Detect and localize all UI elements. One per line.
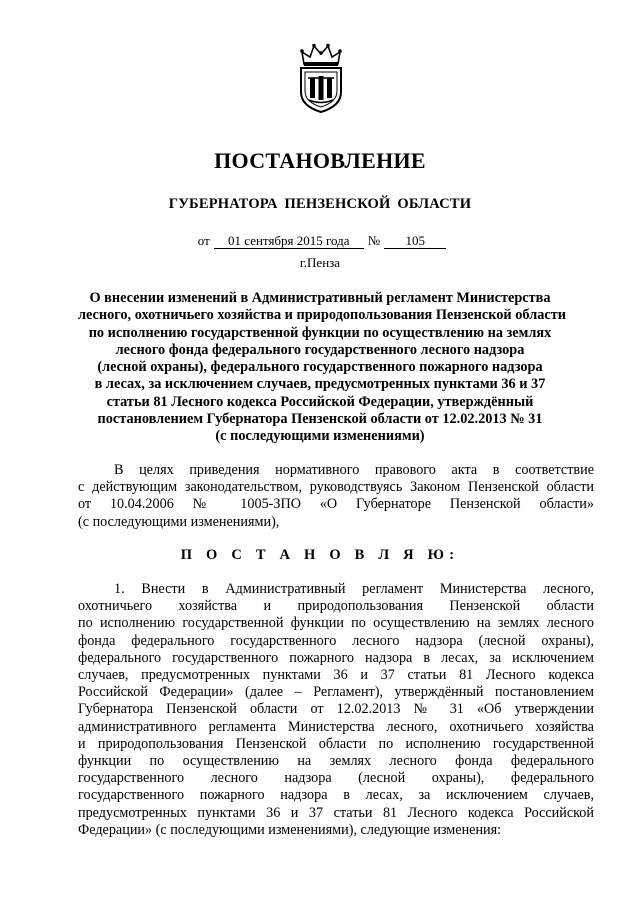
- date-number-line: [0, 233, 640, 249]
- item-line: и природопользования Пензенской области по исполнению государственной: [78, 735, 594, 752]
- preamble-line: от 10.04.2006 № 1005-ЗПО «О Губернаторе Пензенской области»: [78, 496, 594, 513]
- title-line: О внесении изменений в Административный регламент Министерства: [89, 290, 551, 306]
- preamble-line: (с последующими изменениями),: [78, 513, 280, 530]
- item-line: административного регламента Министерства лесного, охотничьего хозяйства: [78, 718, 594, 735]
- item-line: функции по осуществлению на землях лесного фонда федерального: [78, 753, 594, 770]
- title-line: постановлением Губернатора Пензенской области от 12.02.2013 № 31: [97, 411, 543, 428]
- title-line: (с последующими изменениями): [215, 428, 425, 445]
- document-date: 01 сентября 2015 года: [214, 234, 364, 249]
- preamble-line: с действующим законодательством, руководствуясь Законом Пензенской области: [78, 479, 594, 496]
- title-line: лесного фонда федерального государственного лесного надзора: [115, 341, 525, 358]
- document-title: [78, 290, 566, 446]
- item-line: федерального государственного пожарного надзора в лесах, за исключением: [78, 649, 594, 666]
- item-line: Федерации» (с последующими изменениями), следующие изменения:: [78, 821, 502, 838]
- item-line: 1. Внести в Административный регламент Министерства лесного,: [114, 581, 594, 597]
- item-line: случаев, предусмотренных пунктами 36 и 37 статьи 81 Лесного кодекса: [78, 667, 594, 684]
- preamble-line: В целях приведения нормативного правового акта в соответствие: [114, 462, 594, 478]
- preamble-paragraph: [78, 462, 594, 531]
- item-line: охотничьего хозяйства и природопользования Пензенской области: [78, 598, 594, 615]
- title-line: лесного, охотничьего хозяйства и природопользования Пензенской области: [78, 307, 566, 324]
- title-line: по исполнению государственной функции по осуществлению на землях: [88, 324, 552, 341]
- document-type-heading: ПОСТАНОВЛЕНИЕ: [214, 148, 426, 173]
- item-line: фонда федерального государственного лесного надзора (лесной охраны),: [78, 632, 594, 649]
- coat-of-arms-icon: [296, 42, 346, 114]
- item-1-paragraph: [78, 581, 594, 839]
- item-line: по исполнению государственной функции по осуществлению на землях лесного: [78, 615, 594, 632]
- document-number: 105: [384, 234, 446, 249]
- number-prefix: №: [367, 233, 381, 248]
- city-label: г.Пенза: [299, 255, 341, 270]
- item-line: Губернатора Пензенской области от 12.02.2013 № 31 «Об утверждении: [78, 701, 594, 718]
- date-prefix: от: [197, 233, 210, 248]
- item-line: Российской Федерации» (далее – Регламент), утверждённый постановлением: [78, 684, 594, 701]
- title-line: в лесах, за исключением случаев, предусмотренных пунктами 36 и 37: [94, 376, 546, 393]
- item-line: государственного пожарного надзора в лесах, за исключением случаев,: [78, 787, 594, 804]
- item-line: предусмотренных пунктами 36 и 37 статьи 81 Лесного кодекса Российской: [78, 804, 594, 821]
- title-line: (лесной охраны), федерального государственного пожарного надзора: [97, 359, 543, 376]
- decree-heading: П О С Т А Н О В Л Я Ю:: [180, 547, 460, 563]
- item-line: государственного лесного надзора (лесной охраны), федерального: [78, 770, 594, 787]
- title-line: статьи 81 Лесного кодекса Российской Федерации, утверждённый: [106, 393, 534, 410]
- issuer-heading: ГУБЕРНАТОРА ПЕНЗЕНСКОЙ ОБЛАСТИ: [168, 196, 472, 212]
